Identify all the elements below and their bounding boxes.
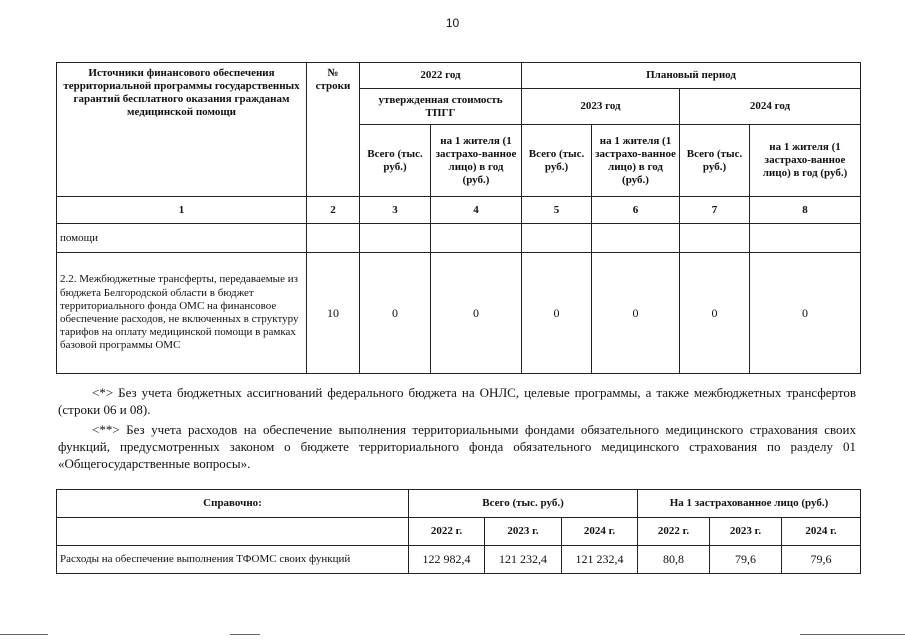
scan-edge-line	[230, 634, 260, 635]
index-cell: 5	[522, 197, 592, 224]
header-sources: Источники финансового обеспечения территориальной программы государственных гарантий бесплатного оказания гражданам медицинской помощи	[57, 63, 307, 197]
header-approved-cost: утвержденная стоимость ТПГГ	[360, 89, 522, 125]
value-cell: 0	[592, 253, 680, 374]
index-cell: 4	[431, 197, 522, 224]
value-cell: 122 982,4	[409, 546, 485, 574]
value-cell: 0	[680, 253, 750, 374]
index-cell: 7	[680, 197, 750, 224]
financing-sources-table	[56, 62, 861, 374]
year-header: 2022 г.	[638, 518, 710, 546]
value-cell: 79,6	[710, 546, 782, 574]
index-cell: 6	[592, 197, 680, 224]
header-per-resident-2023: на 1 жителя (1 застрахо-ванное лицо) в год (руб.)	[592, 125, 680, 197]
row-number: 10	[307, 253, 360, 374]
index-cell: 3	[360, 197, 431, 224]
year-header: 2022 г.	[409, 518, 485, 546]
footnote-2	[58, 421, 856, 472]
reference-label: Справочно:	[57, 490, 409, 518]
header-year-2023: 2023 год	[522, 89, 680, 125]
header-per-resident-2022: на 1 жителя (1 застрахо-ванное лицо) в год (руб.)	[431, 125, 522, 197]
value-cell: 121 232,4	[485, 546, 562, 574]
continuation-row	[57, 224, 861, 253]
reference-header-row	[57, 490, 861, 518]
reference-total-header: Всего (тыс. руб.)	[409, 490, 638, 518]
header-row-number: № строки	[307, 63, 360, 197]
table-row	[57, 546, 861, 574]
scan-edge-line	[0, 634, 48, 635]
column-index-row	[57, 197, 861, 224]
header-per-resident-2024: на 1 жителя (1 застрахо-ванное лицо) в год (руб.)	[750, 125, 861, 197]
header-planned-period: Плановый период	[522, 63, 861, 89]
reference-table	[56, 489, 861, 574]
header-year-2022: 2022 год	[360, 63, 522, 89]
reference-row-label: Расходы на обеспечение выполнения ТФОМС своих функций	[57, 546, 409, 574]
continuation-text: помощи	[57, 224, 307, 253]
footnote-1-text: <*> Без учета бюджетных ассигнований федерального бюджета на ОНЛС, целевые программы, а также межбюджетных трансфертов (строки 06 и 08).	[58, 385, 856, 417]
page-number: 10	[445, 16, 460, 30]
value-cell: 79,6	[782, 546, 861, 574]
header-row-1	[57, 63, 861, 89]
value-cell: 0	[522, 253, 592, 374]
value-cell: 0	[431, 253, 522, 374]
header-total-2023: Всего (тыс. руб.)	[522, 125, 592, 197]
header-total-2022: Всего (тыс. руб.)	[360, 125, 431, 197]
value-cell: 121 232,4	[562, 546, 638, 574]
reference-years-row	[57, 518, 861, 546]
year-header: 2023 г.	[710, 518, 782, 546]
year-header: 2023 г.	[485, 518, 562, 546]
reference-per-insured-header: На 1 застрахованное лицо (руб.)	[638, 490, 861, 518]
header-total-2024: Всего (тыс. руб.)	[680, 125, 750, 197]
footnote-2-text: <**> Без учета расходов на обеспечение выполнения территориальными фондами обязательного медицинского страхования своих функций, предусмотренных законом о бюджете территориального фонда обязательного медицинского страхования по разделу 01 «Общегосударственные вопросы».	[58, 422, 856, 471]
value-cell: 0	[360, 253, 431, 374]
value-cell: 80,8	[638, 546, 710, 574]
year-header: 2024 г.	[782, 518, 861, 546]
index-cell: 1	[57, 197, 307, 224]
index-cell: 2	[307, 197, 360, 224]
row-description: 2.2. Межбюджетные трансферты, передаваемые из бюджета Белгородской области в бюджет территориального фонда ОМС на финансовое обеспечение расходов, не включенных в структуру тарифов на оплату медицинской помощи в рамках базовой программы ОМС	[57, 253, 307, 374]
index-cell: 8	[750, 197, 861, 224]
header-year-2024: 2024 год	[680, 89, 861, 125]
footnote-1	[58, 384, 856, 418]
year-header: 2024 г.	[562, 518, 638, 546]
table-row	[57, 253, 861, 374]
scan-edge-line	[800, 634, 905, 635]
value-cell: 0	[750, 253, 861, 374]
